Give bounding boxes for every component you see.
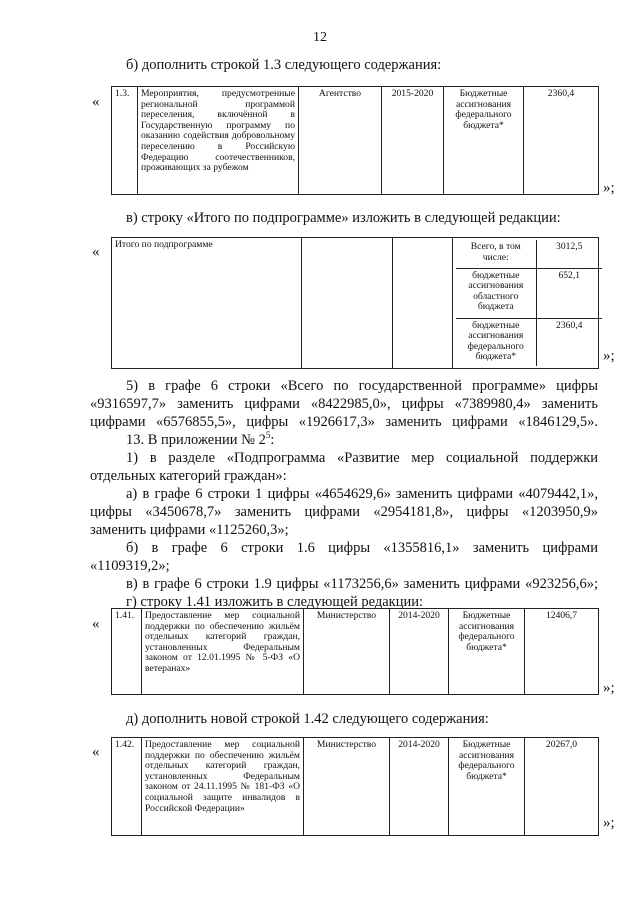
cell-num: 1.3. xyxy=(112,87,138,195)
page-number: 12 xyxy=(313,30,327,45)
open-quote: « xyxy=(92,94,100,110)
open-quote: « xyxy=(92,244,100,260)
cell-name: Предоставление мер социальной поддержки по обеспечению жильём отдельных категорий граждан, установленных Федеральным законом от 24.11.1995 № 181-ФЗ «О социальной защите инвалидов в Российской Федерации» xyxy=(142,738,304,836)
s1-line-2: отдельных категорий граждан»: xyxy=(90,468,287,484)
table-row-1-42 xyxy=(111,737,599,836)
amount-regional: 652,1 xyxy=(536,268,602,318)
p5-line-3: цифрами «6576855,5», цифры «1926617,3» заменить цифрами «1846129,5». xyxy=(90,414,598,430)
cell-total-sources xyxy=(453,238,599,369)
item-v-total: в) строку «Итого по подпрограмме» изложить в следующей редакции: xyxy=(126,210,561,226)
g141-line: г) строку 1.41 изложить в следующей редакции: xyxy=(126,594,424,610)
cell-name: Предоставление мер социальной поддержки по обеспечению жильём отдельных категорий граждан, установленных Федеральным законом от 12.01.1995 № 5-ФЗ «О ветеранах» xyxy=(142,609,304,695)
close-quote: »; xyxy=(603,815,615,831)
close-quote: »; xyxy=(603,680,615,696)
b16-line-2: «1109319,2»; xyxy=(90,558,170,574)
total-breakdown xyxy=(456,240,602,366)
a-line-2: цифры «3450678,7» заменить цифрами «2954181,8», цифры «1203950,9» xyxy=(90,504,598,520)
close-quote: »; xyxy=(603,180,615,196)
cell-empty xyxy=(302,238,393,369)
cell-num: 1.42. xyxy=(112,738,142,836)
cell-total-name: Итого по подпрограмме xyxy=(112,238,302,369)
table-total xyxy=(111,237,599,369)
open-quote: « xyxy=(92,616,100,632)
p13-colon: : xyxy=(270,432,275,448)
cell-amount: 12406,7 xyxy=(525,609,599,695)
source-total: Всего, в том числе: xyxy=(456,240,536,268)
cell-source: Бюджетные ассигнования федерального бюджета* xyxy=(444,87,524,195)
source-regional: бюджетные ассигнования областного бюджета xyxy=(456,268,536,318)
p5-line-1: 5) в графе 6 строки «Всего по государственной программе» цифры xyxy=(126,378,598,394)
amount-total: 3012,5 xyxy=(536,240,602,268)
cell-amount: 2360,4 xyxy=(524,87,599,195)
cell-name: Мероприятия, предусмотренные региональной программой переселения, включённой в Государственную программу по оказанию содействия добровольному переселению в Российскую Федерацию соотечественников, проживающих за рубежом xyxy=(138,87,299,195)
a-line-1: а) в графе 6 строки 1 цифры «4654629,6» заменить цифрами «4079442,1», xyxy=(126,486,598,502)
d142-line: д) дополнить новой строкой 1.42 следующего содержания: xyxy=(126,711,489,727)
p5-line-2: «9316597,7» заменить цифрами «8422985,0», цифры «7389980,4» заменить xyxy=(90,396,598,412)
table-row-1-3 xyxy=(111,86,599,195)
cell-num: 1.41. xyxy=(112,609,142,695)
footnote-ref: 5 xyxy=(265,430,271,441)
a-line-3: заменить цифрами «1125260,3»; xyxy=(90,522,289,538)
cell-period: 2014-2020 xyxy=(390,738,449,836)
open-quote: « xyxy=(92,744,100,760)
amount-federal: 2360,4 xyxy=(536,318,602,366)
cell-source: Бюджетные ассигнования федерального бюджета* xyxy=(449,609,525,695)
p13-text: 13. В приложении № 2 xyxy=(126,432,266,448)
cell-empty xyxy=(393,238,453,369)
cell-amount: 20267,0 xyxy=(525,738,599,836)
cell-executor: Министерство xyxy=(304,609,390,695)
cell-period: 2015-2020 xyxy=(382,87,444,195)
close-quote: »; xyxy=(603,348,615,364)
s1-line-1: 1) в разделе «Подпрограмма «Развитие мер социальной поддержки xyxy=(126,450,598,466)
cell-period: 2014-2020 xyxy=(390,609,449,695)
cell-executor: Агентство xyxy=(299,87,382,195)
b16-line-1: б) в графе 6 строки 1.6 цифры «1355816,1» заменить цифрами xyxy=(126,540,598,556)
source-federal: бюджетные ассигнования федерального бюджета* xyxy=(467,319,524,363)
p13 xyxy=(126,432,274,449)
cell-source: Бюджетные ассигнования федерального бюджета* xyxy=(449,738,525,836)
item-b-add-row: б) дополнить строкой 1.3 следующего содержания: xyxy=(126,57,442,73)
cell-executor: Министерство xyxy=(304,738,390,836)
v19-line: в) в графе 6 строки 1.9 цифры «1173256,6» заменить цифрами «923256,6»; xyxy=(126,576,598,592)
table-row-1-41 xyxy=(111,608,599,695)
